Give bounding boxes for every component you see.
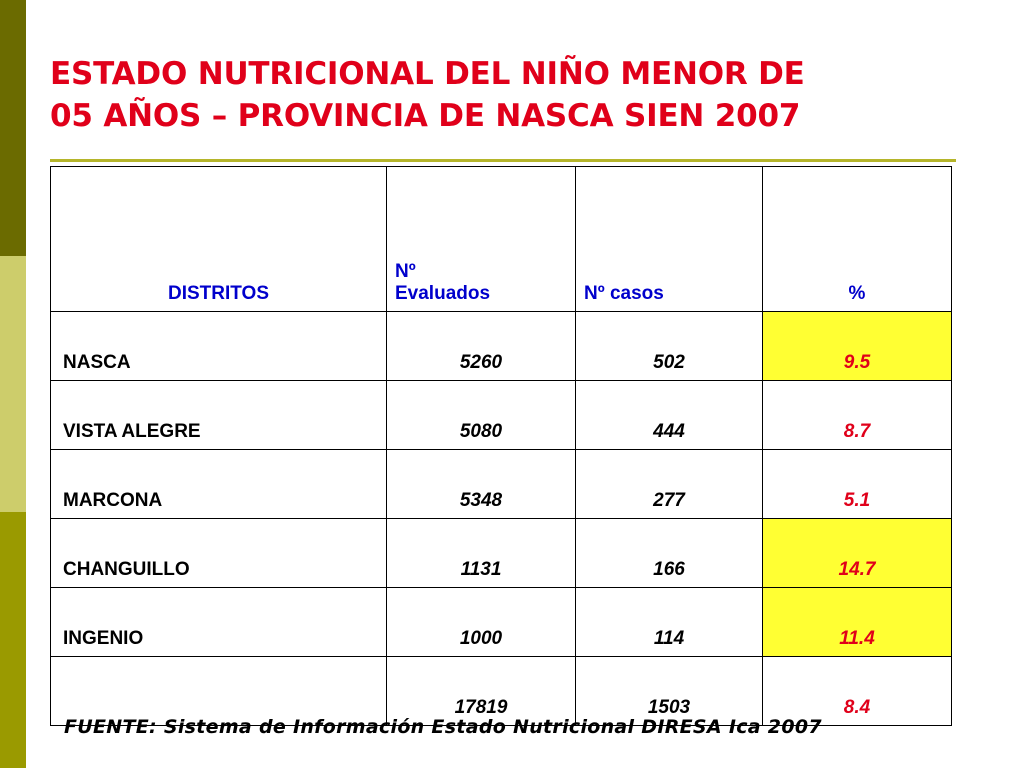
cell-casos: 277 [576, 450, 763, 519]
cell-evaluados: 1000 [387, 588, 576, 657]
table-row [51, 588, 952, 657]
cell-distrito: VISTA ALEGRE [51, 381, 387, 450]
cell-casos: 502 [576, 312, 763, 381]
side-stripe-bottom [0, 512, 26, 768]
table-header-row [51, 167, 952, 312]
source-label: FUENTE [64, 716, 150, 738]
table-row [51, 381, 952, 450]
table-row [51, 312, 952, 381]
cell-percent: 9.5 [763, 312, 952, 381]
cell-evaluados: 1131 [387, 519, 576, 588]
cell-evaluados: 5260 [387, 312, 576, 381]
title-divider [50, 159, 956, 162]
source-text: : Sistema de Información Estado Nutricional DIRESA Ica 2007 [149, 716, 822, 738]
header-evaluados [387, 167, 576, 312]
source-note [64, 716, 822, 738]
table-row [51, 450, 952, 519]
cell-percent: 8.7 [763, 381, 952, 450]
header-evaluados-line-2: Evaluados [395, 283, 491, 304]
table-row [51, 519, 952, 588]
title-line-2: 05 AÑOS – PROVINCIA DE NASCA SIEN 2007 [50, 98, 801, 134]
header-percent: % [763, 167, 952, 312]
cell-percent: 8.4 [763, 657, 952, 726]
cell-percent: 5.1 [763, 450, 952, 519]
header-casos: Nº casos [576, 167, 763, 312]
side-stripe-top [0, 0, 26, 256]
side-stripe-middle [0, 256, 26, 512]
header-distritos: DISTRITOS [51, 167, 387, 312]
cell-evaluados: 5080 [387, 381, 576, 450]
cell-percent: 14.7 [763, 519, 952, 588]
cell-distrito: NASCA [51, 312, 387, 381]
cell-distrito: CHANGUILLO [51, 519, 387, 588]
cell-casos: 114 [576, 588, 763, 657]
cell-percent: 11.4 [763, 588, 952, 657]
cell-distrito: INGENIO [51, 588, 387, 657]
cell-distrito: MARCONA [51, 450, 387, 519]
cell-casos: 1503 [576, 657, 763, 726]
slide-title [50, 53, 950, 137]
cell-evaluados: 17819 [387, 657, 576, 726]
title-line-1: ESTADO NUTRICIONAL DEL NIÑO MENOR DE [50, 56, 805, 92]
cell-casos: 444 [576, 381, 763, 450]
header-evaluados-line-1: Nº [395, 261, 416, 282]
nutrition-table [50, 166, 952, 726]
cell-evaluados: 5348 [387, 450, 576, 519]
cell-casos: 166 [576, 519, 763, 588]
